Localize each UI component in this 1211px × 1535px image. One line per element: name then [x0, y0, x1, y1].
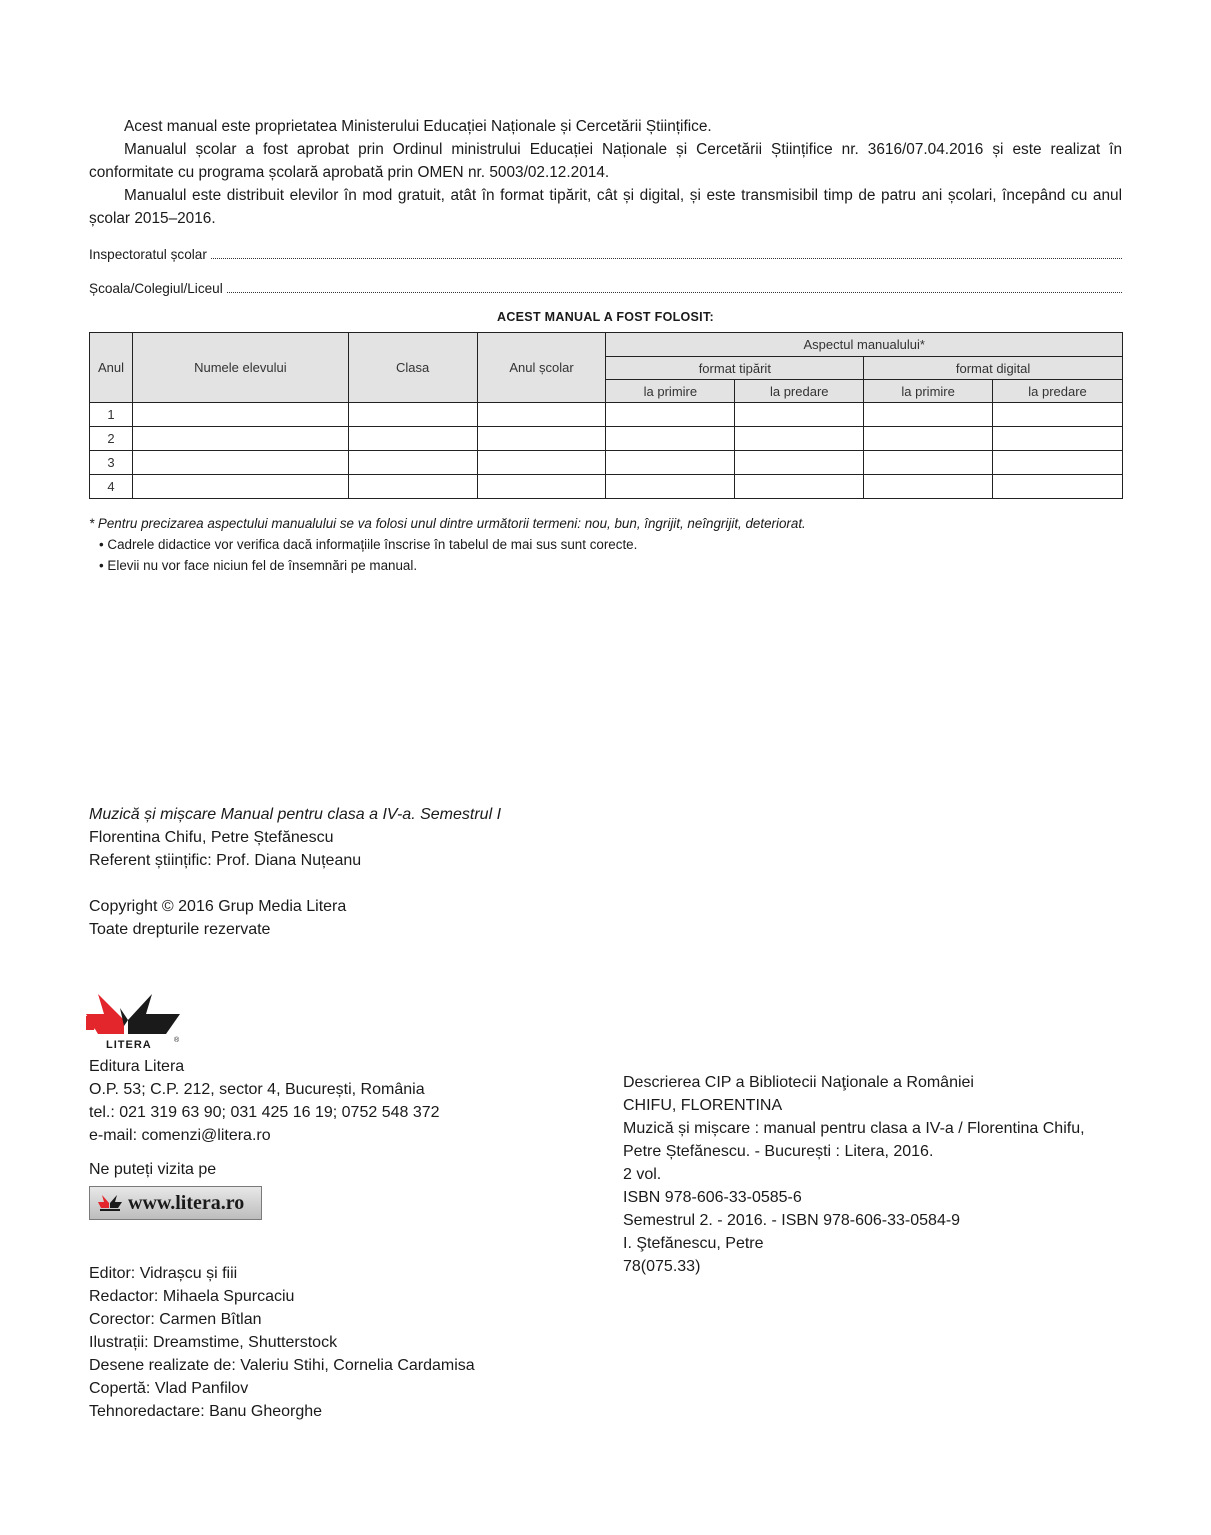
- cip-line: I. Ştefănescu, Petre: [623, 1235, 764, 1252]
- inspectorat-line: [89, 246, 1122, 262]
- usage-table: [89, 332, 1123, 499]
- staff-redactor: Redactor: Mihaela Spurcaciu: [89, 1288, 295, 1305]
- cip-line: Petre Ștefănescu. - București : Litera, 2016.: [623, 1143, 934, 1160]
- cip-line: ISBN 978-606-33-0585-6: [623, 1189, 802, 1206]
- table-row: [90, 451, 1123, 475]
- book-referent: Referent științific: Prof. Diana Nuțeanu: [89, 852, 362, 869]
- cell-digital-primire[interactable]: [864, 427, 993, 451]
- cell-numele-elevului[interactable]: [132, 451, 348, 475]
- inspectorat-fill-dots: [211, 246, 1122, 259]
- cell-tiparit-primire[interactable]: [606, 403, 735, 427]
- cip-line: CHIFU, FLORENTINA: [623, 1097, 783, 1114]
- cell-tiparit-predare[interactable]: [735, 427, 864, 451]
- logo-registered-mark: ®: [174, 1037, 180, 1044]
- litera-logo-icon: [84, 990, 184, 1052]
- cell-digital-predare[interactable]: [993, 451, 1123, 475]
- cell-anul-scolar[interactable]: [477, 427, 606, 451]
- row-number: 2: [90, 427, 133, 451]
- cell-digital-predare[interactable]: [993, 427, 1123, 451]
- header-format-tiparit: format tipărit: [606, 357, 864, 380]
- row-number: 1: [90, 403, 133, 427]
- publisher-phone: tel.: 021 319 63 90; 031 425 16 19; 0752 548 372: [89, 1104, 440, 1121]
- cip-line: 2 vol.: [623, 1166, 662, 1183]
- staff-desene: Desene realizate de: Valeriu Stihi, Cornelia Cardamisa: [89, 1357, 475, 1374]
- cell-digital-primire[interactable]: [864, 451, 993, 475]
- cell-tiparit-predare[interactable]: [735, 475, 864, 499]
- header-aspectul-manualului: Aspectul manualului*: [606, 333, 1123, 357]
- rights-line: Toate drepturile rezervate: [89, 921, 271, 938]
- staff-corector: Corector: Carmen Bîtlan: [89, 1311, 262, 1328]
- usage-table-title: ACEST MANUAL A FOST FOLOSIT:: [497, 310, 714, 324]
- cell-tiparit-predare[interactable]: [735, 451, 864, 475]
- header-tiparit-la-primire: la primire: [606, 380, 735, 403]
- header-clasa: Clasa: [348, 333, 477, 403]
- scoala-line: [89, 280, 1122, 296]
- book-authors: Florentina Chifu, Petre Ștefănescu: [89, 829, 334, 846]
- cip-line: Descrierea CIP a Bibliotecii Naţionale a României: [623, 1074, 974, 1091]
- table-row: [90, 475, 1123, 499]
- cell-digital-primire[interactable]: [864, 403, 993, 427]
- publisher-name: Editura Litera: [89, 1058, 185, 1075]
- cell-anul-scolar[interactable]: [477, 475, 606, 499]
- staff-ilustratii: Ilustrații: Dreamstime, Shutterstock: [89, 1334, 338, 1351]
- website-button[interactable]: [89, 1186, 262, 1220]
- publisher-email[interactable]: e-mail: comenzi@litera.ro: [89, 1127, 271, 1144]
- inspectorat-label: Inspectoratul școlar: [89, 247, 207, 262]
- header-tiparit-la-predare: la predare: [735, 380, 864, 403]
- cell-tiparit-primire[interactable]: [606, 451, 735, 475]
- scoala-fill-dots: [227, 280, 1122, 293]
- header-anul-scolar: Anul școlar: [477, 333, 606, 403]
- litera-logo: [84, 990, 184, 1052]
- cell-clasa[interactable]: [348, 403, 477, 427]
- cell-numele-elevului[interactable]: [132, 427, 348, 451]
- cip-line: Muzică și mișcare : manual pentru clasa a IV-a / Florentina Chifu,: [623, 1120, 1085, 1137]
- header-digital-la-primire: la primire: [864, 380, 993, 403]
- table-row: [90, 427, 1123, 451]
- intro-text: [89, 115, 1122, 230]
- visit-label: Ne puteți vizita pe: [89, 1161, 217, 1178]
- note-bullet-1: • Cadrele didactice vor verifica dacă informațiile înscrise în tabelul de mai sus sunt corecte.: [99, 537, 638, 552]
- intro-paragraph-3: Manualul este distribuit elevilor în mod gratuit, atât în format tipărit, cât și digital, și este transmisibil timp de patru ani școlari, începând cu anul școlar 2015–2016.: [89, 187, 1122, 227]
- publisher-info: [89, 1055, 440, 1147]
- copyright-line: Copyright © 2016 Grup Media Litera: [89, 898, 347, 915]
- cell-digital-predare[interactable]: [993, 475, 1123, 499]
- note-bullet-2: • Elevii nu vor face niciun fel de însemnări pe manual.: [99, 558, 418, 573]
- book-credits: [89, 803, 501, 872]
- header-format-digital: format digital: [864, 357, 1123, 380]
- cip-line: 78(075.33): [623, 1258, 701, 1275]
- footnote: * Pentru precizarea aspectului manualului se va folosi unul dintre următorii termeni: nou, bun, îngrijit, neîngrijit, deteriorat.: [89, 516, 806, 531]
- header-digital-la-predare: la predare: [993, 380, 1123, 403]
- scoala-label: Școala/Colegiul/Liceul: [89, 281, 223, 296]
- intro-paragraph-1: Acest manual este proprietatea Ministerului Educației Naționale și Cercetării Științifice.: [124, 118, 712, 135]
- cip-line: Semestrul 2. - 2016. - ISBN 978-606-33-0584-9: [623, 1212, 961, 1229]
- logo-wordmark: LITERA: [106, 1039, 152, 1051]
- row-number: 4: [90, 475, 133, 499]
- litera-mini-logo-icon: [98, 1194, 122, 1212]
- staff-list: [89, 1262, 475, 1423]
- cell-tiparit-predare[interactable]: [735, 403, 864, 427]
- staff-coperta: Copertă: Vlad Panfilov: [89, 1380, 249, 1397]
- cip-description: [623, 1071, 1085, 1278]
- cell-clasa[interactable]: [348, 451, 477, 475]
- header-anul: Anul: [90, 333, 133, 403]
- row-number: 3: [90, 451, 133, 475]
- copyright-block: [89, 895, 346, 941]
- cell-tiparit-primire[interactable]: [606, 475, 735, 499]
- cell-numele-elevului[interactable]: [132, 403, 348, 427]
- cell-tiparit-primire[interactable]: [606, 427, 735, 451]
- staff-editor: Editor: Vidrașcu și fiii: [89, 1265, 238, 1282]
- book-title: Muzică și mișcare Manual pentru clasa a IV-a. Semestrul I: [89, 806, 502, 823]
- staff-tehnoredactare: Tehnoredactare: Banu Gheorghe: [89, 1403, 323, 1420]
- cell-numele-elevului[interactable]: [132, 475, 348, 499]
- cell-anul-scolar[interactable]: [477, 451, 606, 475]
- table-notes: [89, 513, 1122, 576]
- cell-clasa[interactable]: [348, 427, 477, 451]
- website-url[interactable]: www.litera.ro: [128, 1191, 245, 1214]
- table-row: [90, 403, 1123, 427]
- intro-paragraph-2: Manualul școlar a fost aprobat prin Ordinul ministrului Educației Naționale și Cercetării Științifice nr. 3616/07.04.2016 și este realizat în conformitate cu programa școlară aprobată prin OMEN nr. 5003/02.12.2014.: [89, 141, 1122, 181]
- cell-anul-scolar[interactable]: [477, 403, 606, 427]
- header-numele-elevului: Numele elevului: [132, 333, 348, 403]
- cell-digital-primire[interactable]: [864, 475, 993, 499]
- cell-digital-predare[interactable]: [993, 403, 1123, 427]
- publisher-address: O.P. 53; C.P. 212, sector 4, București, România: [89, 1081, 425, 1098]
- cell-clasa[interactable]: [348, 475, 477, 499]
